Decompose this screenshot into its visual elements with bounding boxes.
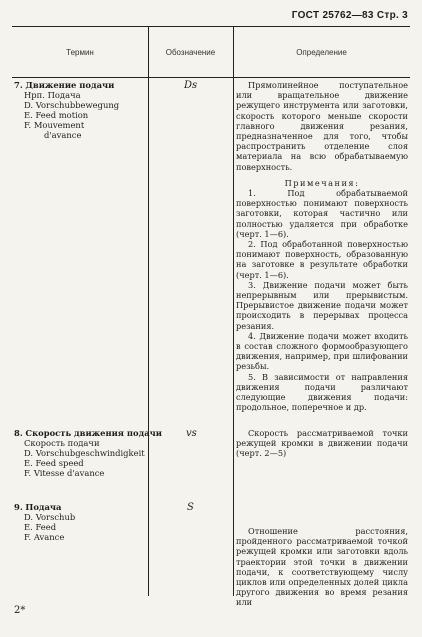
note-text: 1. Под обрабатываемой поверхностью понимают поверхность заготовки, которая частично или полностью удаляется при обработке (черт. 1—6). bbox=[236, 188, 408, 239]
term-title: Подача bbox=[25, 502, 62, 512]
term-number: 9. bbox=[14, 502, 23, 512]
column-divider bbox=[148, 26, 149, 596]
term-line: F. Mouvement bbox=[24, 120, 85, 130]
term-line: E. Feed motion bbox=[24, 110, 89, 120]
definition-text: Скорость рассматриваемой точки режущей кромки в движении подачи (черт. 2—5) bbox=[236, 428, 408, 459]
notes-heading: Примечания: bbox=[284, 177, 360, 188]
term-symbol: Ds bbox=[184, 80, 198, 91]
term-line: F. Avance bbox=[24, 532, 65, 542]
page-header: ГОСТ 25762—83 Стр. 3 bbox=[291, 10, 408, 21]
definition-cell bbox=[236, 526, 408, 608]
term-title: Скорость движения подачи bbox=[25, 428, 162, 438]
note-text: 5. В зависимости от направления движения подачи различают следующие движения подачи: продольное, поперечное и др. bbox=[236, 371, 408, 413]
definition-cell bbox=[236, 80, 408, 413]
term-line: d'avance bbox=[44, 130, 82, 140]
definition-text: Отношение расстояния, пройденного рассматриваемой точкой режущей кромки или заготовки вдоль траектории этой точки в движении подачи, к соответствующему числу циклов или определенных долей цикла другого движения во время резания или bbox=[236, 526, 408, 608]
column-term: Термин bbox=[66, 47, 94, 57]
term-number: 8. bbox=[14, 428, 23, 438]
definition-cell bbox=[236, 428, 408, 459]
term-line: E. Feed bbox=[24, 522, 57, 532]
column-symbol: Обозначение bbox=[165, 47, 216, 57]
term-title: Движение подачи bbox=[25, 80, 115, 90]
definition-text: Прямолинейное поступательное или вращательное движение режущего инструмента или заготовки, скорость которого меньше скорости главного движения резания, предназначенное для того, чтобы распространить отделение слоя материала на всю обрабатываемую поверхность. bbox=[236, 80, 408, 172]
term-line: F. Vitesse d'avance bbox=[24, 468, 105, 478]
term-symbol: S bbox=[187, 502, 194, 513]
term-line: Скорость подачи bbox=[24, 438, 100, 448]
note-text: 3. Движение подачи может быть непрерывным или прерывистым. Прерывистое движение подачи может происходить в перерывах процесса резания. bbox=[236, 279, 408, 331]
terms-table bbox=[12, 26, 410, 608]
term-symbol: vs bbox=[186, 428, 197, 439]
column-definition: Определение bbox=[296, 47, 347, 57]
page-mark: 2* bbox=[14, 605, 26, 616]
term-line: D. Vorschub bbox=[24, 512, 76, 522]
term-cell bbox=[14, 428, 162, 478]
term-line: D. Vorschubgeschwindigkeit bbox=[24, 448, 145, 458]
note-text: 2. Под обработанной поверхностью понимают поверхность, образованную на заготовке в результате обработки (черт. 1—6). bbox=[236, 239, 408, 280]
table-header bbox=[12, 26, 410, 78]
term-number: 7. bbox=[14, 80, 23, 90]
term-cell bbox=[14, 80, 119, 140]
column-divider bbox=[233, 26, 234, 596]
term-line: D. Vorschubbewegung bbox=[24, 100, 120, 110]
term-line: Нрп. Подача bbox=[24, 90, 81, 100]
term-line: E. Feed speed bbox=[24, 458, 84, 468]
term-cell bbox=[14, 502, 75, 542]
note-text: 4. Движение подачи может входить в состав сложного формообразующего движения, например, при шлифовании резьбы. bbox=[236, 330, 408, 372]
